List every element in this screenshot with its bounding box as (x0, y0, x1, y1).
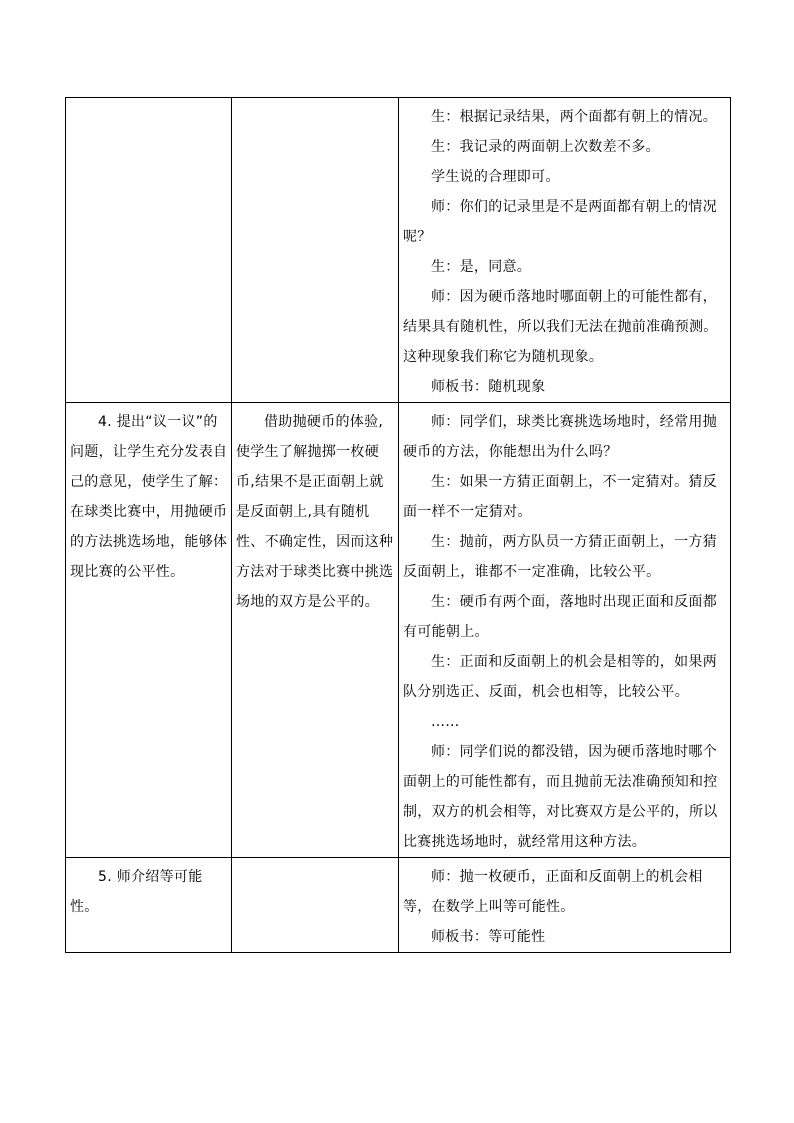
dialogue-line: 生：如果一方猜正面朝上，不一定猜对。猜反面一样不一定猜对。 (403, 474, 717, 520)
row1-student-activity-cell (66, 98, 232, 403)
intent-text: 借助抛硬币的体验,使学生了解抛掷一枚硬币,结果不是正面朝上就是反面朝上,具有随机性、不确定性，因而这种方法对于球类比赛中挑选场地的双方是公平的。 (236, 414, 394, 610)
row1-dialogue-cell (399, 98, 731, 403)
activity-text: 4. 提出“议一议”的问题，让学生充分发表自己的意见，使学生了解：在球类比赛中，用抛硬币的方法挑选场地，能够体现比赛的公平性。 (70, 414, 228, 580)
dialogue-line: 师：因为硬币落地时哪面朝上的可能性都有，结果具有随机性，所以我们无法在抛前准确预测。这种现象我们称它为随机现象。 (403, 289, 718, 365)
row2-intent-cell (232, 403, 399, 858)
row2-dialogue-cell (399, 403, 731, 858)
dialogue-line: 生：抛前，两方队员一方猜正面朝上，一方猜反面朝上，谁都不一定准确，比较公平。 (403, 534, 717, 580)
board-writing-line: 师板书：随机现象 (431, 379, 546, 395)
dialogue-line: 师：同学们说的都没错，因为硬币落地时哪个面朝上的可能性都有，而且抛前无法准确预知和控制，双方的机会相等，对比赛双方是公平的，所以比赛挑选场地时，就经常用这种方法。 (403, 744, 718, 850)
dialogue-line: 师：你们的记录里是不是两面都有朝上的情况呢？ (403, 199, 717, 245)
table-row (66, 403, 731, 858)
ellipsis-line: …… (431, 714, 460, 730)
dialogue-line: 生：根据记录结果，两个面都有朝上的情况。 (431, 109, 717, 125)
row3-student-activity-cell (66, 858, 232, 953)
dialogue-line: 生：硬币有两个面，落地时出现正面和反面都有可能朝上。 (403, 594, 717, 640)
row1-intent-cell (232, 98, 399, 403)
dialogue-line: 师：抛一枚硬币，正面和反面朝上的机会相等，在数学上叫等可能性。 (403, 869, 703, 915)
row3-dialogue-cell (399, 858, 731, 953)
dialogue-line: 师：同学们，球类比赛挑选场地时，经常用抛硬币的方法，你能想出为什么吗？ (403, 414, 717, 460)
dialogue-line: 生：正面和反面朝上的机会是相等的，如果两队分别选正、反面，机会也相等，比较公平。 (403, 654, 717, 700)
table-row (66, 98, 731, 403)
table-row (66, 858, 731, 953)
board-writing-line: 师板书：等可能性 (431, 929, 546, 945)
row3-intent-cell (232, 858, 399, 953)
dialogue-line: 学生说的合理即可。 (431, 169, 560, 185)
row2-student-activity-cell (66, 403, 232, 858)
lesson-plan-table (65, 97, 731, 953)
dialogue-line: 生：我记录的两面朝上次数差不多。 (431, 139, 660, 155)
activity-text: 5. 师介绍等可能性。 (70, 869, 203, 915)
dialogue-line: 生：是，同意。 (431, 259, 532, 275)
